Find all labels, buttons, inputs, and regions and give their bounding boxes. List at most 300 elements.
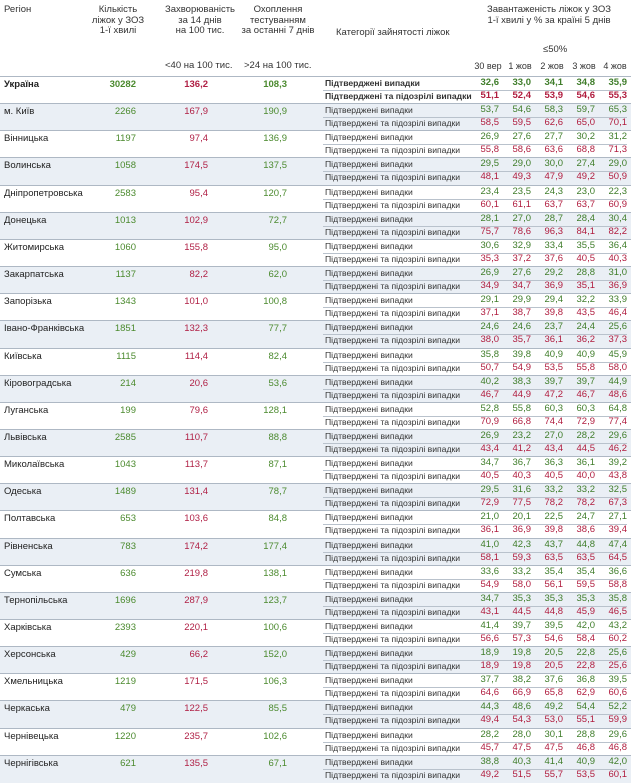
confirmed-occupancy: 26,9: [480, 429, 499, 441]
testing-value: 152,0: [263, 649, 287, 661]
confirmed-occupancy: 24,7: [576, 511, 595, 523]
category-suspected: Підтверджені та підозрілі випадки: [325, 172, 461, 183]
suspected-occupancy: 54,3: [512, 714, 531, 726]
beds-count: 1058: [114, 160, 136, 172]
confirmed-occupancy: 29,6: [608, 429, 627, 441]
confirmed-occupancy: 26,9: [480, 131, 499, 143]
confirmed-occupancy: 35,4: [576, 565, 595, 577]
incidence-value: 287,9: [184, 594, 208, 606]
beds-count: 783: [120, 540, 136, 552]
confirmed-occupancy: 48,6: [512, 701, 531, 713]
suspected-occupancy: 54,9: [512, 361, 531, 373]
table-row: [0, 430, 631, 457]
category-suspected: Підтверджені та підозрілі випадки: [325, 525, 461, 536]
confirmed-occupancy: 33,4: [544, 239, 563, 251]
region-name: Київська: [4, 350, 42, 362]
confirmed-occupancy: 31,6: [512, 484, 531, 496]
confirmed-occupancy: 28,2: [480, 728, 499, 740]
category-confirmed: Підтверджені випадки: [325, 458, 413, 469]
region-name: Херсонська: [4, 649, 56, 661]
confirmed-occupancy: 40,9: [544, 348, 563, 360]
confirmed-occupancy: 35,5: [576, 239, 595, 251]
suspected-occupancy: 44,8: [544, 605, 563, 617]
confirmed-occupancy: 28,7: [544, 212, 563, 224]
suspected-occupancy: 35,1: [576, 280, 595, 292]
confirmed-occupancy: 42,0: [608, 755, 627, 767]
confirmed-occupancy: 27,7: [544, 131, 563, 143]
suspected-occupancy: 60,1: [608, 768, 627, 780]
incidence-value: 101,0: [184, 296, 208, 308]
suspected-occupancy: 58,0: [608, 361, 627, 373]
suspected-occupancy: 55,8: [576, 361, 595, 373]
incidence-value: 82,2: [189, 269, 208, 281]
suspected-occupancy: 62,9: [576, 687, 595, 699]
confirmed-occupancy: 29,5: [480, 484, 499, 496]
suspected-occupancy: 45,7: [480, 741, 499, 753]
beds-count: 30282: [109, 79, 136, 90]
suspected-occupancy: 53,5: [576, 768, 595, 780]
beds-count: 1489: [114, 486, 136, 498]
confirmed-occupancy: 31,2: [608, 131, 627, 143]
suspected-occupancy: 39,4: [608, 524, 627, 536]
category-suspected: Підтверджені та підозрілі випадки: [325, 199, 461, 210]
region-name: Одеська: [4, 486, 42, 498]
suspected-occupancy: 63,5: [544, 551, 563, 563]
suspected-occupancy: 18,9: [480, 660, 499, 672]
confirmed-occupancy: 24,6: [512, 321, 531, 333]
suspected-occupancy: 60,2: [608, 633, 627, 644]
suspected-occupancy: 49,4: [480, 714, 499, 726]
suspected-occupancy: 43,5: [576, 307, 595, 319]
incidence-value: 136,2: [184, 79, 208, 90]
suspected-occupancy: 37,3: [608, 334, 627, 346]
suspected-occupancy: 40,0: [576, 470, 595, 482]
header-incidence: Захворюваність за 14 днів на 100 тис.: [164, 4, 236, 36]
suspected-occupancy: 43,1: [480, 605, 499, 617]
confirmed-occupancy: 22,5: [544, 511, 563, 523]
suspected-occupancy: 38,6: [576, 524, 595, 536]
beds-count: 621: [120, 757, 136, 769]
confirmed-occupancy: 23,0: [576, 185, 595, 197]
testing-value: 120,7: [263, 187, 287, 199]
incidence-value: 174,5: [184, 160, 208, 172]
category-confirmed: Підтверджені випадки: [325, 159, 413, 170]
suspected-occupancy: 65,0: [576, 117, 595, 129]
category-confirmed: Підтверджені випадки: [325, 376, 413, 387]
incidence-value: 110,7: [184, 431, 208, 443]
confirmed-occupancy: 44,3: [480, 701, 499, 713]
suspected-occupancy: 40,5: [576, 252, 595, 264]
confirmed-occupancy: 33,2: [544, 484, 563, 496]
beds-count: 214: [120, 377, 136, 389]
region-name: Тернопільська: [4, 594, 68, 606]
region-name: Луганська: [4, 404, 49, 416]
table-row: [0, 240, 631, 267]
region-name: Хмельницька: [4, 676, 63, 688]
confirmed-occupancy: 42,0: [576, 620, 595, 631]
table-row: [0, 511, 631, 538]
beds-count: 1696: [114, 594, 136, 606]
suspected-occupancy: 51,1: [480, 90, 499, 101]
region-name: Вінницька: [4, 133, 49, 145]
beds-count: 1115: [116, 350, 136, 362]
category-suspected: Підтверджені та підозрілі випадки: [325, 606, 461, 617]
confirmed-occupancy: 29,0: [512, 158, 531, 170]
incidence-value: 171,5: [184, 676, 208, 688]
suspected-occupancy: 66,9: [512, 687, 531, 699]
confirmed-occupancy: 23,2: [512, 429, 531, 441]
threshold-testing: >24 на 100 тис.: [244, 60, 312, 71]
category-suspected: Підтверджені та підозрілі випадки: [325, 688, 461, 699]
beds-count: 479: [120, 703, 136, 715]
suspected-occupancy: 64,6: [480, 687, 499, 699]
confirmed-occupancy: 29,9: [512, 294, 531, 306]
confirmed-occupancy: 40,2: [480, 375, 499, 387]
suspected-occupancy: 34,7: [512, 280, 531, 292]
testing-value: 136,9: [263, 133, 287, 145]
header-occupancy: Завантаженість ліжок у ЗОЗ 1-ї хвилі у % за країні 5 днів: [487, 4, 611, 26]
incidence-value: 167,9: [184, 106, 208, 118]
suspected-occupancy: 70,9: [480, 415, 499, 427]
suspected-occupancy: 59,9: [608, 714, 627, 726]
confirmed-occupancy: 28,0: [512, 728, 531, 740]
category-confirmed: Підтверджені випадки: [325, 512, 413, 523]
beds-count: 2266: [114, 106, 136, 118]
confirmed-occupancy: 41,4: [480, 620, 499, 631]
table-row: [0, 647, 631, 674]
suspected-occupancy: 60,1: [480, 198, 499, 210]
suspected-occupancy: 58,4: [576, 633, 595, 644]
suspected-occupancy: 60,9: [608, 198, 627, 210]
confirmed-occupancy: 22,3: [608, 185, 627, 197]
confirmed-occupancy: 32,5: [608, 484, 627, 496]
incidence-value: 132,3: [184, 323, 208, 335]
suspected-occupancy: 39,8: [544, 307, 563, 319]
suspected-occupancy: 50,9: [608, 171, 627, 183]
suspected-occupancy: 62,6: [544, 117, 563, 129]
suspected-occupancy: 64,5: [608, 551, 627, 563]
suspected-occupancy: 78,2: [576, 497, 595, 509]
confirmed-occupancy: 29,0: [608, 158, 627, 170]
category-confirmed: Підтверджені випадки: [325, 213, 413, 224]
category-confirmed: Підтверджені випадки: [325, 430, 413, 441]
suspected-occupancy: 46,4: [608, 307, 627, 319]
region-name: Житомирська: [4, 241, 65, 253]
table-row: [0, 77, 631, 104]
suspected-occupancy: 65,8: [544, 687, 563, 699]
beds-count: 1219: [114, 676, 136, 688]
confirmed-occupancy: 36,7: [512, 457, 531, 469]
testing-value: 72,7: [268, 214, 287, 226]
confirmed-occupancy: 39,2: [608, 457, 627, 469]
incidence-value: 235,7: [184, 730, 208, 742]
date-header: 3 жов: [572, 61, 596, 71]
category-suspected: Підтверджені та підозрілі випадки: [325, 416, 461, 427]
suspected-occupancy: 63,7: [576, 198, 595, 210]
confirmed-occupancy: 28,8: [576, 728, 595, 740]
suspected-occupancy: 19,8: [512, 660, 531, 672]
suspected-occupancy: 67,3: [608, 497, 627, 509]
suspected-occupancy: 40,3: [512, 470, 531, 482]
confirmed-occupancy: 24,3: [544, 185, 563, 197]
confirmed-occupancy: 34,7: [480, 592, 499, 604]
incidence-value: 113,7: [184, 459, 208, 471]
category-suspected: Підтверджені та підозрілі випадки: [325, 335, 461, 346]
category-suspected: Підтверджені та підозрілі випадки: [325, 579, 461, 590]
confirmed-occupancy: 20,5: [544, 647, 563, 659]
suspected-occupancy: 44,5: [512, 605, 531, 617]
beds-count: 1197: [115, 133, 136, 145]
category-suspected: Підтверджені та підозрілі випадки: [325, 308, 461, 319]
incidence-value: 102,9: [184, 214, 208, 226]
confirmed-occupancy: 24,6: [480, 321, 499, 333]
confirmed-occupancy: 33,9: [608, 294, 627, 306]
confirmed-occupancy: 29,1: [480, 294, 499, 306]
suspected-occupancy: 71,3: [608, 144, 627, 156]
confirmed-occupancy: 30,0: [544, 158, 563, 170]
confirmed-occupancy: 28,1: [480, 212, 499, 224]
suspected-occupancy: 61,1: [512, 198, 531, 210]
testing-value: 77,7: [268, 323, 287, 335]
confirmed-occupancy: 27,0: [544, 429, 563, 441]
confirmed-occupancy: 35,9: [608, 77, 627, 88]
category-suspected: Підтверджені та підозрілі випадки: [325, 281, 461, 292]
confirmed-occupancy: 41,4: [544, 755, 563, 767]
suspected-occupancy: 46,7: [480, 388, 499, 400]
category-suspected: Підтверджені та підозрілі випадки: [325, 742, 461, 753]
category-confirmed: Підтверджені випадки: [325, 566, 413, 577]
suspected-occupancy: 77,4: [608, 415, 627, 427]
beds-count: 2393: [114, 622, 136, 633]
table-row: [0, 729, 631, 756]
confirmed-occupancy: 36,1: [576, 457, 595, 469]
confirmed-occupancy: 28,2: [576, 429, 595, 441]
region-name: Донецька: [4, 214, 47, 226]
category-confirmed: Підтверджені випадки: [325, 295, 413, 306]
testing-value: 137,5: [263, 160, 287, 172]
suspected-occupancy: 22,8: [576, 660, 595, 672]
category-suspected: Підтверджені та підозрілі випадки: [325, 715, 461, 726]
suspected-occupancy: 53,0: [544, 714, 563, 726]
confirmed-occupancy: 23,4: [480, 185, 499, 197]
category-suspected: Підтверджені та підозрілі випадки: [325, 145, 461, 156]
category-confirmed: Підтверджені випадки: [325, 186, 413, 197]
testing-value: 78,7: [268, 486, 287, 498]
suspected-occupancy: 45,9: [576, 605, 595, 617]
category-confirmed: Підтверджені випадки: [325, 621, 413, 631]
confirmed-occupancy: 64,8: [608, 402, 627, 414]
suspected-occupancy: 54,9: [480, 578, 499, 590]
region-name: Полтавська: [4, 513, 56, 525]
beds-count: 653: [120, 513, 136, 525]
confirmed-occupancy: 53,7: [480, 104, 499, 116]
suspected-occupancy: 44,9: [512, 388, 531, 400]
confirmed-occupancy: 49,2: [544, 701, 563, 713]
table-row: [0, 539, 631, 566]
testing-value: 85,5: [268, 703, 287, 715]
suspected-occupancy: 43,4: [544, 442, 563, 454]
testing-value: 100,6: [263, 622, 287, 633]
category-confirmed: Підтверджені випадки: [325, 539, 413, 550]
confirmed-occupancy: 45,9: [608, 348, 627, 360]
confirmed-occupancy: 18,9: [480, 647, 499, 659]
suspected-occupancy: 63,5: [576, 551, 595, 563]
suspected-occupancy: 46,7: [576, 388, 595, 400]
category-confirmed: Підтверджені випадки: [325, 403, 413, 414]
category-confirmed: Підтверджені випадки: [325, 648, 413, 659]
category-suspected: Підтверджені та підозрілі випадки: [325, 471, 461, 482]
suspected-occupancy: 36,9: [608, 280, 627, 292]
suspected-occupancy: 34,9: [480, 280, 499, 292]
suspected-occupancy: 36,9: [544, 280, 563, 292]
confirmed-occupancy: 27,4: [576, 158, 595, 170]
category-suspected: Підтверджені та підозрілі випадки: [325, 91, 472, 101]
suspected-occupancy: 75,7: [480, 225, 499, 237]
testing-value: 128,1: [263, 404, 287, 416]
suspected-occupancy: 36,1: [544, 334, 563, 346]
category-confirmed: Підтверджені випадки: [325, 240, 413, 251]
suspected-occupancy: 55,7: [544, 768, 563, 780]
category-suspected: Підтверджені та підозрілі випадки: [325, 226, 461, 237]
suspected-occupancy: 47,5: [544, 741, 563, 753]
category-suspected: Підтверджені та підозрілі випадки: [325, 443, 461, 454]
header-beds: Кількість ліжок у ЗОЗ 1-ї хвилі: [91, 4, 145, 36]
suspected-occupancy: 44,5: [576, 442, 595, 454]
table-row: [0, 349, 631, 376]
confirmed-occupancy: 33,0: [512, 77, 531, 88]
confirmed-occupancy: 35,3: [544, 592, 563, 604]
table-row: [0, 701, 631, 728]
confirmed-occupancy: 54,4: [576, 701, 595, 713]
confirmed-occupancy: 39,5: [544, 620, 563, 631]
table-row: [0, 294, 631, 321]
beds-count: 199: [120, 404, 136, 416]
table-row: [0, 593, 631, 620]
category-suspected: Підтверджені та підозрілі випадки: [325, 253, 461, 264]
confirmed-occupancy: 20,1: [512, 511, 531, 523]
confirmed-occupancy: 37,7: [480, 674, 499, 686]
suspected-occupancy: 49,2: [576, 171, 595, 183]
header-category: Категорії зайнятості ліжок: [336, 27, 450, 38]
table-row: [0, 484, 631, 511]
date-header: 1 жов: [508, 61, 532, 71]
confirmed-occupancy: 40,9: [576, 348, 595, 360]
confirmed-occupancy: 58,3: [544, 104, 563, 116]
beds-count: 2585: [114, 431, 136, 443]
confirmed-occupancy: 29,6: [608, 728, 627, 740]
beds-count: 636: [120, 567, 136, 579]
confirmed-occupancy: 33,2: [512, 565, 531, 577]
region-name: Україна: [4, 79, 40, 90]
region-name: Львівська: [4, 431, 47, 443]
confirmed-occupancy: 60,3: [576, 402, 595, 414]
region-name: м. Київ: [4, 106, 35, 118]
confirmed-occupancy: 29,4: [544, 294, 563, 306]
suspected-occupancy: 35,7: [512, 334, 531, 346]
table-row: [0, 674, 631, 701]
confirmed-occupancy: 30,1: [544, 728, 563, 740]
incidence-value: 20,6: [189, 377, 208, 389]
suspected-occupancy: 72,9: [480, 497, 499, 509]
confirmed-occupancy: 32,9: [512, 239, 531, 251]
suspected-occupancy: 38,7: [512, 307, 531, 319]
suspected-occupancy: 74,4: [544, 415, 563, 427]
category-suspected: Підтверджені та підозрілі випадки: [325, 118, 461, 129]
suspected-occupancy: 55,1: [576, 714, 595, 726]
confirmed-occupancy: 36,4: [608, 239, 627, 251]
suspected-occupancy: 41,2: [512, 442, 531, 454]
confirmed-occupancy: 59,7: [576, 104, 595, 116]
confirmed-occupancy: 30,4: [608, 212, 627, 224]
testing-value: 95,0: [268, 241, 287, 253]
suspected-occupancy: 59,3: [512, 551, 531, 563]
testing-value: 82,4: [268, 350, 287, 362]
suspected-occupancy: 43,4: [480, 442, 499, 454]
suspected-occupancy: 37,2: [512, 252, 531, 264]
confirmed-occupancy: 35,3: [512, 592, 531, 604]
incidence-value: 122,5: [184, 703, 208, 715]
category-suspected: Підтверджені та підозрілі випадки: [325, 552, 461, 563]
confirmed-occupancy: 22,8: [576, 647, 595, 659]
confirmed-occupancy: 35,4: [544, 565, 563, 577]
confirmed-occupancy: 38,8: [480, 755, 499, 767]
suspected-occupancy: 56,6: [480, 633, 499, 644]
table-row: [0, 213, 631, 240]
header-region: Регіон: [4, 4, 32, 15]
region-name: Івано-Франківська: [4, 323, 85, 335]
confirmed-occupancy: 60,3: [544, 402, 563, 414]
testing-value: 177,4: [263, 540, 287, 552]
region-name: Харківська: [4, 622, 52, 633]
suspected-occupancy: 63,6: [544, 144, 563, 156]
incidence-value: 155,8: [184, 241, 208, 253]
suspected-occupancy: 46,8: [576, 741, 595, 753]
confirmed-occupancy: 52,2: [608, 701, 627, 713]
category-confirmed: Підтверджені випадки: [325, 593, 413, 604]
suspected-occupancy: 36,1: [480, 524, 499, 536]
confirmed-occupancy: 27,6: [512, 267, 531, 279]
suspected-occupancy: 43,8: [608, 470, 627, 482]
testing-value: 123,7: [263, 594, 287, 606]
confirmed-occupancy: 29,2: [544, 267, 563, 279]
region-name: Волинська: [4, 160, 51, 172]
incidence-value: 220,1: [184, 622, 208, 633]
suspected-occupancy: 58,0: [512, 578, 531, 590]
confirmed-occupancy: 35,8: [608, 592, 627, 604]
suspected-occupancy: 37,1: [480, 307, 499, 319]
category-confirmed: Підтверджені випадки: [325, 78, 420, 88]
suspected-occupancy: 51,5: [512, 768, 531, 780]
suspected-occupancy: 40,5: [544, 470, 563, 482]
table-row: [0, 131, 631, 158]
suspected-occupancy: 72,9: [576, 415, 595, 427]
testing-value: 67,1: [268, 757, 287, 769]
confirmed-occupancy: 44,9: [608, 375, 627, 387]
threshold-occupancy: ≤50%: [543, 44, 568, 55]
table-row: [0, 756, 631, 783]
confirmed-occupancy: 32,6: [480, 77, 499, 88]
confirmed-occupancy: 26,9: [480, 267, 499, 279]
confirmed-occupancy: 24,4: [576, 321, 595, 333]
suspected-occupancy: 63,7: [544, 198, 563, 210]
table-row: [0, 104, 631, 131]
confirmed-occupancy: 38,2: [512, 674, 531, 686]
suspected-occupancy: 53,9: [544, 90, 563, 101]
confirmed-occupancy: 37,6: [544, 674, 563, 686]
region-name: Дніпропетровська: [4, 187, 83, 199]
category-confirmed: Підтверджені випадки: [325, 105, 413, 116]
suspected-occupancy: 49,3: [512, 171, 531, 183]
